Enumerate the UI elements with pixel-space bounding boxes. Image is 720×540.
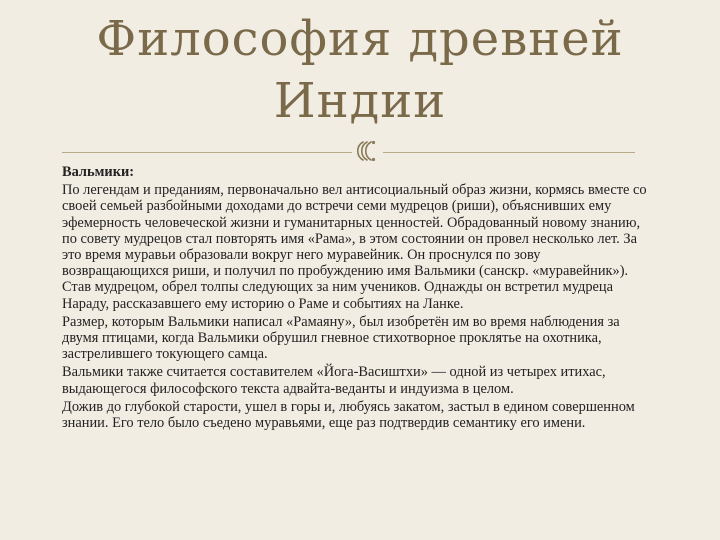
paragraph: Размер, которым Вальмики написал «Рамаяну», был изобретён им во время наблюдения за двумя птицами, когда Вальмики обрушил гневное стихотворное проклятье на охотника, застрелившего токующего самца.	[62, 313, 620, 363]
decorative-flourish-icon	[350, 138, 382, 164]
paragraph: Дожив до глубокой старости, ушел в горы и, любуясь закатом, застыл в едином совершенном знании. Его тело было съедено муравьями, еще раз подтвердив семантику его имени.	[62, 398, 635, 432]
paragraph: По легендам и преданиям, первоначально вел антисоциальный образ жизни, кормясь вместе со своей семьей разбойными доходами до встречи семи мудрецов (риши), объяснивших ему эфемерность человеческой жизни и гуманитарных ценностей. Обрадованный новому знанию, по совету мудрецов стал повторять имя «Рама», в этом состоянии он провел несколько лет. За это время муравьи образовали вокруг него муравейник. Он проснулся по зову возвращающихся риши, и получил по пробуждению имя Вальмики (санскр. «муравейник»). Став мудрецом, обрел толпы следующих за ним учеников. Однажды он встретил мудреца Нараду, рассказавшего ему историю о Раме и событиях на Ланке.	[62, 182, 647, 312]
slide-body	[62, 164, 647, 433]
title-divider-right	[383, 152, 635, 153]
paragraph: Вальмики также считается составителем «Йога-Васиштхи» — одной из четырех итихас, выдающегося философского текста адвайта-веданты и индуизма в целом.	[62, 364, 606, 397]
title-divider-left	[62, 152, 352, 153]
slide-title: Философия древней Индии	[96, 11, 624, 129]
section-heading: Вальмики:	[62, 164, 135, 180]
